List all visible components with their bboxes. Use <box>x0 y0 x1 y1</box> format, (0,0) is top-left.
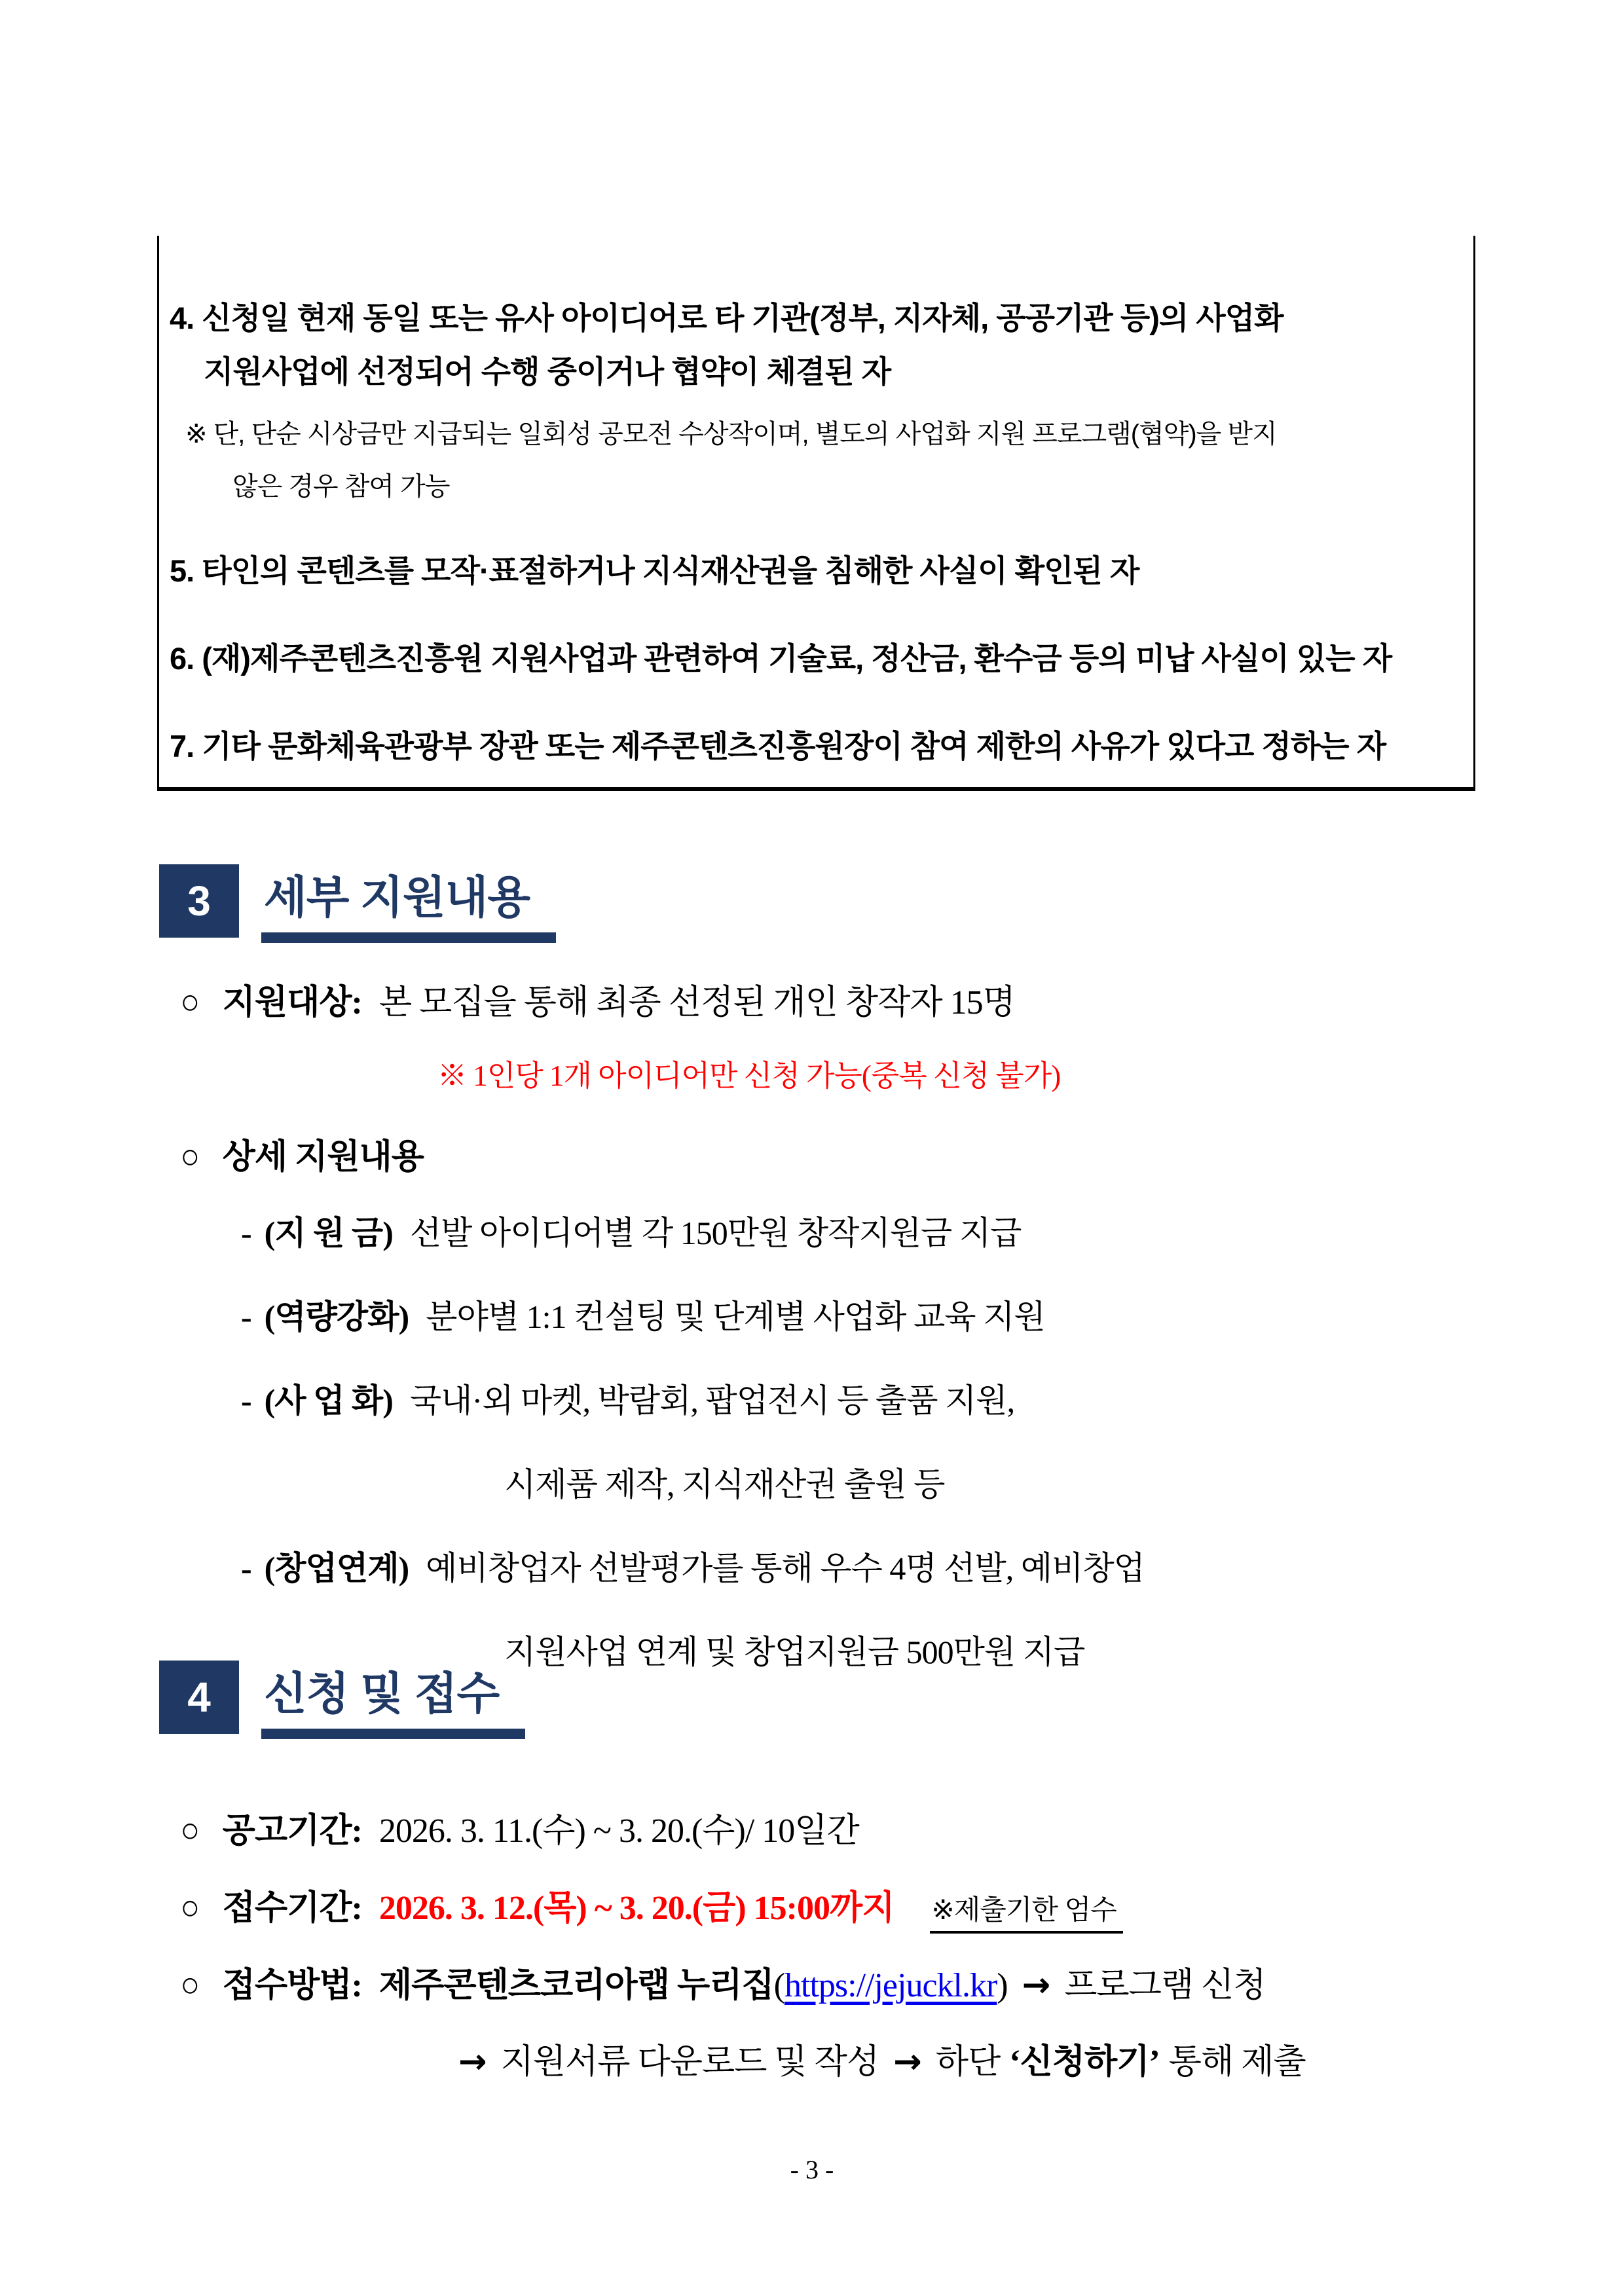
notice-period-label: 공고기간: <box>222 1812 362 1850</box>
circle-bullet-icon: ○ <box>180 1810 200 1850</box>
support-item-grant <box>241 1207 1486 1258</box>
apply-period-value: 2026. 3. 12.(목) ~ 3. 20.(금) 15:00까지 <box>378 1890 895 1927</box>
business-text: 국내·외 마켓, 박람회, 팝업전시 등 출품 지원, <box>409 1382 1015 1419</box>
page-number: - 3 - <box>790 2155 834 2184</box>
paren-close: ) <box>997 1967 1008 2004</box>
section-4-number: 4 <box>187 1674 211 1721</box>
restriction-item-5: 5. 타인의 콘텐츠를 모작·표절하거나 지식재산권을 침해한 사실이 확인된 자 <box>170 553 1139 588</box>
restriction-item-4-line-1: 4. 신청일 현재 동일 또는 유사 아이디어로 타 기관(정부, 지자체, 공공기관 등)의 사업화 <box>170 301 1283 335</box>
support-item-business <box>241 1375 1486 1426</box>
circle-bullet-icon: ○ <box>180 1888 200 1927</box>
apply-period-label: 접수기간: <box>222 1890 362 1927</box>
dash-bullet-icon: - <box>241 1382 251 1419</box>
support-item-startup <box>241 1543 1486 1594</box>
startup-text: 예비창업자 선발평가를 통해 우수 4명 선발, 예비창업 <box>426 1550 1145 1587</box>
apply-button-quote: ‘신청하기’ <box>1009 2044 1160 2081</box>
restriction-item-4-note-line-1: ※ 단, 단순 시상금만 지급되는 일회성 공모전 수상작이며, 별도의 사업화 지원 프로그램(협약)을 받지 <box>185 420 1277 449</box>
support-detail-label: 상세 지원내용 <box>222 1139 424 1176</box>
apply-step-1: 프로그램 신청 <box>1064 1967 1266 2004</box>
circle-bullet-icon: ○ <box>180 1965 200 2004</box>
apply-site-url-link[interactable]: https://jejuckl.kr <box>784 1967 997 2004</box>
restriction-item-6: 6. (재)제주콘텐츠진흥원 지원사업과 관련하여 기술료, 정산금, 환수금 등의 미납 사실이 있는 자 <box>170 641 1392 676</box>
capability-text: 분야별 1:1 컨설팅 및 단계별 사업화 교육 지원 <box>426 1298 1045 1335</box>
paren-open: ( <box>773 1967 784 2004</box>
section-4-title: 신청 및 접수 <box>261 1661 525 1739</box>
dash-bullet-icon: - <box>241 1550 251 1587</box>
restriction-box <box>157 236 1475 791</box>
circle-bullet-icon: ○ <box>180 1137 200 1176</box>
support-target-label: 지원대상: <box>222 984 362 1021</box>
circle-bullet-icon: ○ <box>180 982 200 1021</box>
restriction-item-4-note-line-2: 않은 경우 참여 가능 <box>232 472 450 501</box>
support-item-business-cont: 시제품 제작, 지식재산권 출원 등 <box>504 1466 945 1503</box>
support-target-line <box>157 976 1486 1029</box>
section-3-header <box>159 864 556 943</box>
right-arrow-icon: → <box>1022 1966 1050 2005</box>
restriction-item-7: 7. 기타 문화체육관광부 장관 또는 제주콘텐츠진흥원장이 참여 제한의 사유가 있다고 정하는 자 <box>170 729 1386 763</box>
notice-period-value: 2026. 3. 11.(수) ~ 3. 20.(수)/ 10일간 <box>378 1812 859 1850</box>
right-arrow-icon: → <box>893 2042 921 2082</box>
business-label: (사 업 화) <box>264 1382 393 1419</box>
apply-method-label: 접수방법: <box>222 1967 362 2004</box>
deadline-strict-note: ※제출기한 엄수 <box>930 1894 1122 1934</box>
startup-label: (창업연계) <box>264 1550 409 1587</box>
apply-period-line <box>157 1881 1486 1935</box>
apply-site-name: 제주콘텐츠코리아랩 누리집 <box>378 1967 774 2004</box>
grant-text: 선발 아이디어별 각 150만원 창작지원금 지급 <box>409 1215 1022 1251</box>
section-4-header <box>159 1661 525 1739</box>
support-item-capability <box>241 1291 1486 1342</box>
section-4-number-badge <box>159 1661 239 1734</box>
right-arrow-icon: → <box>458 2042 487 2082</box>
apply-step-2b: 하단 <box>935 2044 1001 2081</box>
apply-step-2a: 지원서류 다운로드 및 작성 <box>500 2044 879 2081</box>
apply-method-line-2 <box>444 2036 1486 2089</box>
section-3-title: 세부 지원내용 <box>261 864 556 943</box>
apply-step-2c: 통해 제출 <box>1168 2044 1306 2081</box>
capability-label: (역량강화) <box>264 1298 409 1335</box>
section-4-content <box>157 1768 1486 2089</box>
notice-period-line <box>157 1804 1486 1858</box>
support-item-startup-cont: 지원사업 연계 및 창업지원금 500만원 지급 <box>504 1634 1085 1670</box>
apply-method-line <box>157 1958 1486 2012</box>
section-3-content <box>157 968 1486 1710</box>
section-3-number-badge <box>159 864 239 938</box>
support-detail-line <box>157 1130 1486 1184</box>
grant-label: (지 원 금) <box>264 1215 393 1251</box>
section-3-number: 3 <box>187 877 211 925</box>
dash-bullet-icon: - <box>241 1215 251 1251</box>
one-idea-per-person-note: ※ 1인당 1개 아이디어만 신청 가능(중복 신청 불가) <box>437 1059 1061 1092</box>
dash-bullet-icon: - <box>241 1298 251 1335</box>
restriction-item-4-line-2: 지원사업에 선정되어 수행 중이거나 협약이 체결된 자 <box>204 354 891 389</box>
support-target-text: 본 모집을 통해 최종 선정된 개인 창작자 15명 <box>378 984 1015 1021</box>
